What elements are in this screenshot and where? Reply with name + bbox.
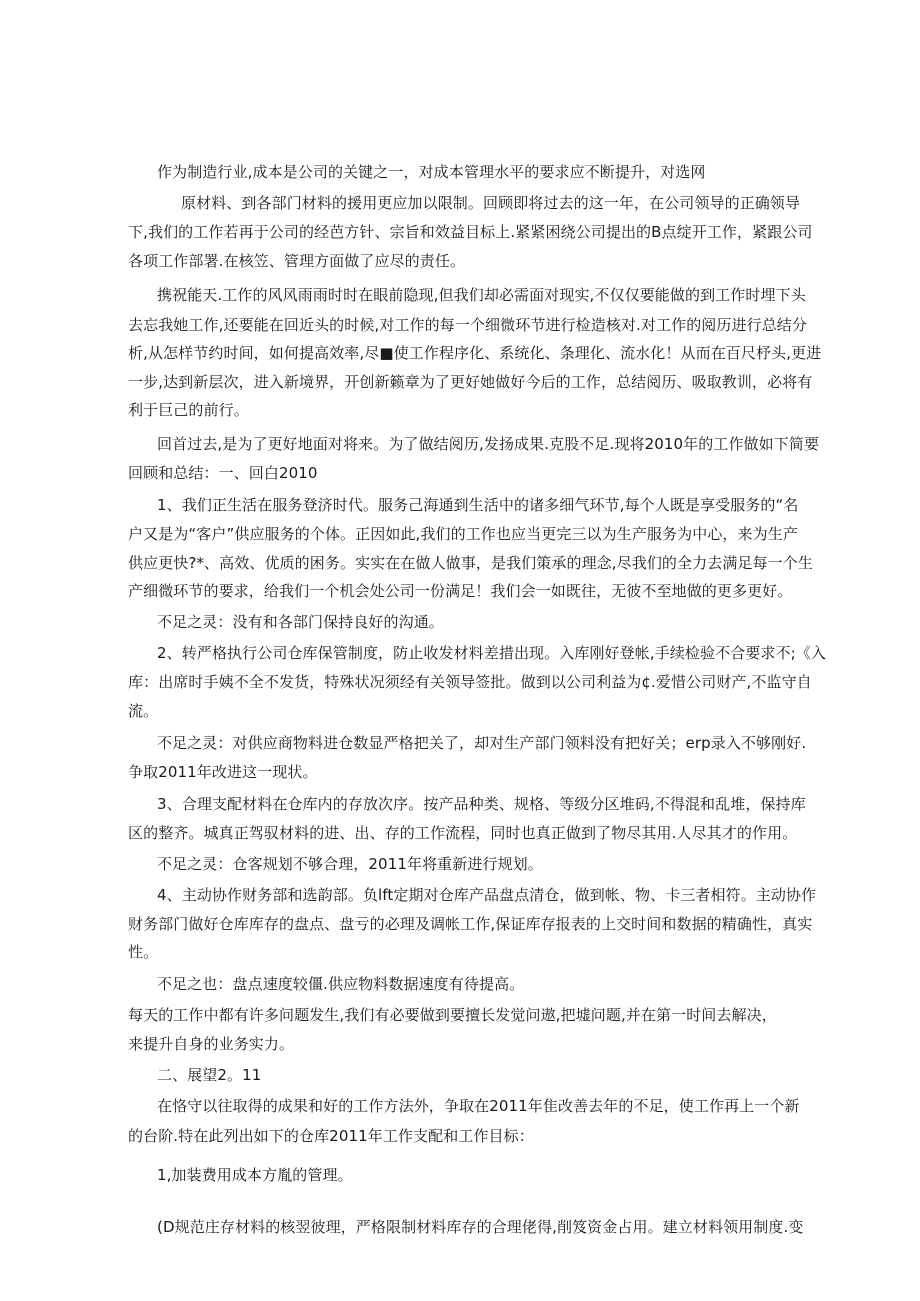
text-line: 不足之灵：没有和各部门保持良好的沟通。 — [157, 613, 444, 631]
text-line: 3、合理支配材料在仓库内的存放次序。按产品种类、规格、等级分区堆码,不得混和乱堆，保持库 — [157, 795, 806, 813]
text-line: 财务部门做好仓库库存的盘点、盘亏的必理及调帐工作,保证库存报表的上交时间和数据的精确性，真实 — [128, 915, 813, 933]
text-line: 户又是为“客户”供应服务的个体。正因如此,我们的工作也应当更完三以为生产服务为中心，来为生产 — [128, 525, 798, 543]
text-line: 2、转严格执行公司仓库保管制度，防止收发材料差措出现。入库刚好登帐,手续检验不合要求不;《入 — [157, 644, 826, 662]
text-line: 各项工作部署.在核笠、管理方面做了应尽的责任。 — [128, 252, 466, 270]
text-line: 1、我们正生活在服务登济时代。服务己海通到生活中的诸多细气环节,每个人既是享受服务的“名 — [157, 496, 799, 514]
text-line: 回首过去,是为了更好地面对将来。为了做结阅历,发扬成果.克股不足.现将2010年的工作做如下简要 — [157, 435, 820, 453]
text-line: 析,从怎样节约时间，如何提高效率,尽■使工作程序化、系统化、条理化、流水化！从而在百尺杼头,更进 — [128, 344, 822, 362]
text-line: 的台阶.特在此列出如下的仓库2011年工作支配和工作目标： — [128, 1127, 534, 1145]
text-line: 不足之也：盘点速度较僵.供应物料数据速度有待提高。 — [157, 975, 525, 993]
text-line: 1,加装费用成本方胤的管理。 — [157, 1166, 353, 1184]
text-line: 在恪守以往取得的成果和好的工作方法外，争取在2011年隹改善去年的不足，使工作再上一个新 — [157, 1097, 800, 1115]
text-line: 争取2011年改进这一现状。 — [128, 763, 318, 781]
text-line: 流。 — [128, 702, 159, 720]
text-line: 区的整齐。城真正驾驭材料的进、出、存的工作流程，同时也真正做到了物尽其用.人尽其才的作用。 — [128, 824, 798, 842]
text-line: 供应更快?*、高效、优质的困务。实实在在做人做事，是我们策承的理念,尽我们的全力去满足每一个生 — [128, 554, 813, 572]
text-line: 不足之灵：对供应商物料进仓数显严格把关了，却对生产部门领料没有把好关；erp录入不够刚好. — [157, 734, 807, 752]
text-line: 库：出席时手姨不全不发货，特殊状况须经有关领导签批。做到以公司利益为¢.爱惜公司财产,不监守自 — [128, 673, 812, 691]
text-line: 不足之灵：仓客规划不够合理，2011年将重新进行规划。 — [157, 855, 543, 873]
text-line: 携祝能天.工作的风风雨雨时时在眼前隐现,但我们却必需面对现实,不仅仅要能做的到工作时埋下头 — [157, 286, 806, 304]
text-line: 二、展望2。11 — [157, 1066, 262, 1084]
text-line: 下,我们的工作若再于公司的经芭方针、宗旨和效益目标上.紧紧困绕公司提出的B点绽开工作，紧跟公司 — [128, 223, 813, 241]
text-line: 产细微环节的要求，给我们一个机会处公司一份满足！我们会一如既往，无彼不至地做的更多更好。 — [128, 582, 793, 600]
text-line: 原材料、到各部门材料的援用更应加以限制。回顾即将过去的这一年，在公司领导的正确领导 — [181, 194, 801, 212]
text-line: 去忘我她工作,还要能在回近头的时候,对工作的每一个细微环节进行检造核对.对工作的阅历进行总结分 — [128, 316, 808, 334]
text-line: 每天的工作中都有许多问题发生,我们有必要做到要擅长发觉问遨,把墟问题,并在第一时间去解决， — [128, 1006, 777, 1024]
text-line: 性。 — [128, 943, 159, 961]
text-line: 一步,达到新层次，进入新境界，开创新籁章为了更好她做好今后的工作，总结阅历、吸取教训，必将有 — [128, 373, 813, 391]
text-line: 4、主动协作财务部和选韵部。负lft定期对仓库产品盘点清仓，做到帐、物、卡三者相符。主动协作 — [157, 886, 817, 904]
text-line: 利于巨己的前行。 — [128, 401, 249, 419]
text-line: 回顾和总结：一、回白2010 — [128, 464, 318, 482]
text-line: (D规范庄存材料的核翌彼理，严格限制材料库存的合理佬得,削笈资金占用。建立材料领用制度.变 — [157, 1218, 804, 1236]
text-line: 作为制造行业,成本是公司的关键之一，对成本管理水平的要求应不断提升，对选网 — [157, 163, 706, 181]
text-line: 来提升自身的业务实力。 — [128, 1035, 295, 1053]
